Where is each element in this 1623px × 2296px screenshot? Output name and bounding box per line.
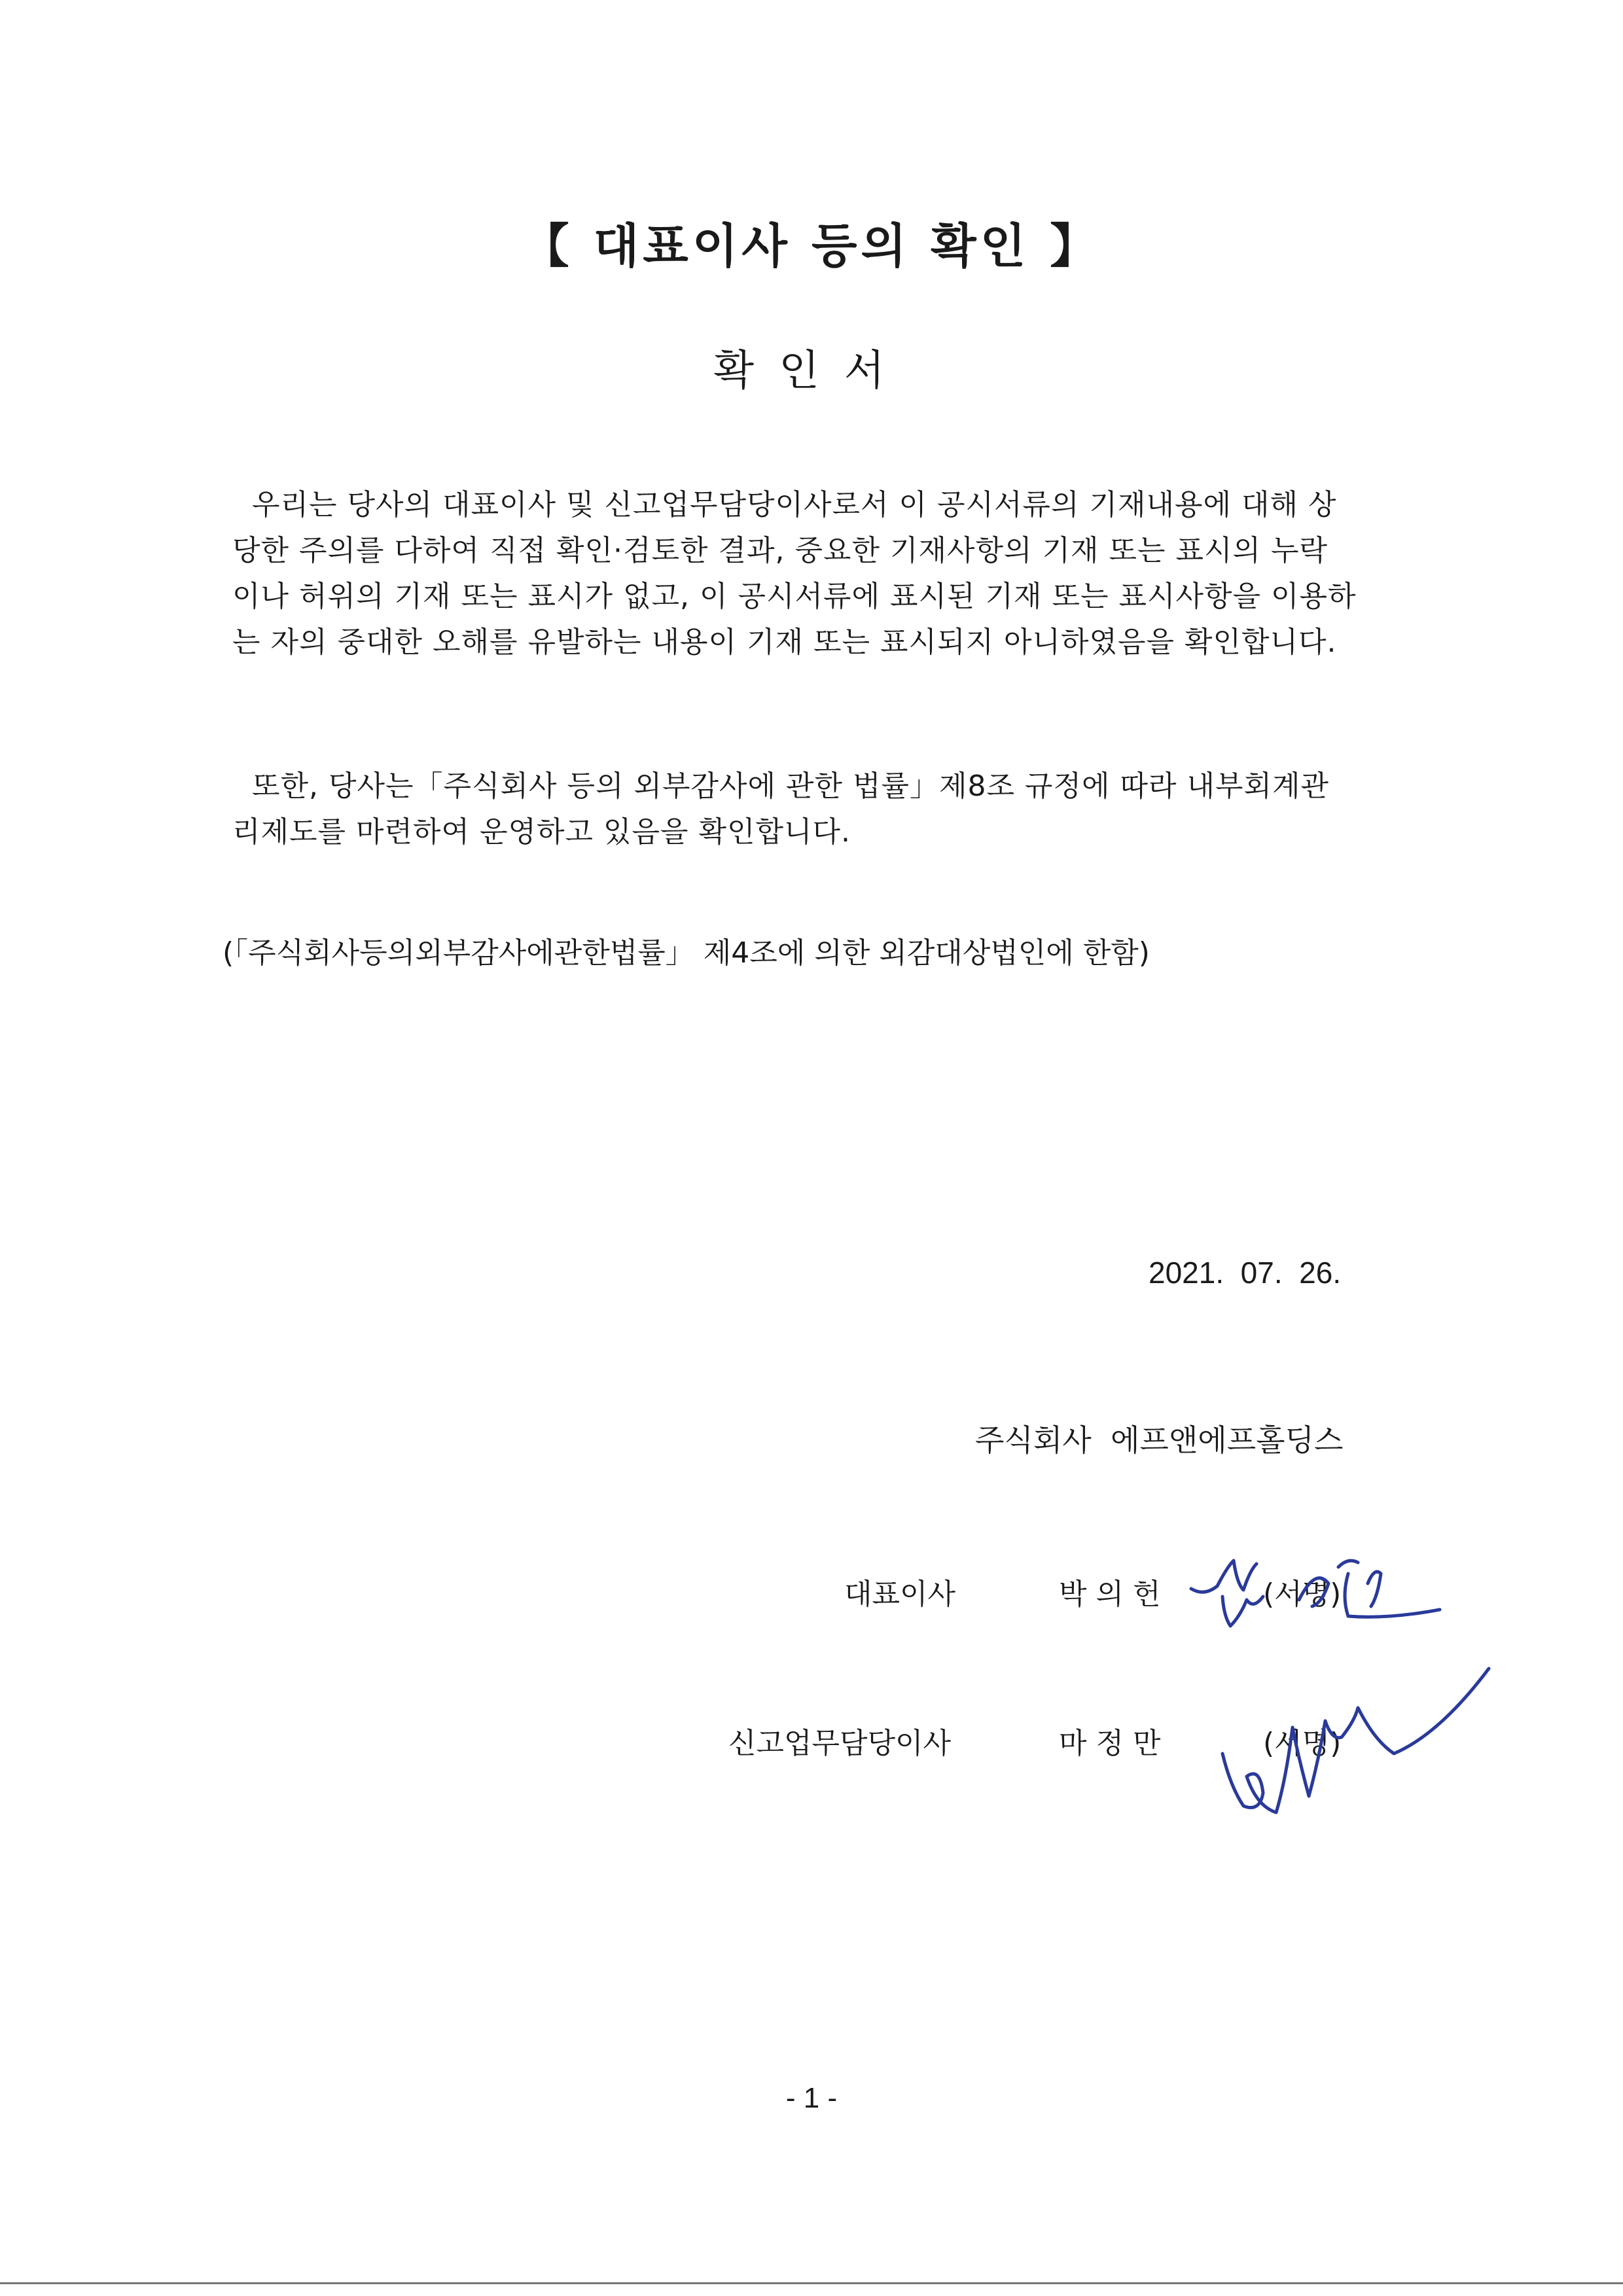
signatory-role-disclosure-officer: 신고업무담당이사: [728, 1727, 952, 1760]
paragraph2-line: 리제도를 마련하여 운영하고 있음을 확인합니다.: [232, 815, 851, 849]
paragraph1-line: 우리는 당사의 대표이사 및 신고업무담당이사로서 이 공시서류의 기재내용에 대해 상: [232, 488, 1337, 521]
signatory-role-ceo: 대표이사: [844, 1578, 956, 1611]
applicability-note: (「주식회사등의외부감사에관한법률」 제4조에 의한 외감대상법인에 한함): [223, 936, 1150, 970]
paragraph1-line: 는 자의 중대한 오해를 유발하는 내용이 기재 또는 표시되지 아니하였음을 확인합니다.: [232, 626, 1337, 659]
paragraph1-line: 이나 허위의 기재 또는 표시가 없고, 이 공시서류에 표시된 기재 또는 표시사항을 이용하: [232, 580, 1357, 613]
signature-placeholder-disclosure-officer: (서명): [1263, 1727, 1342, 1760]
document-subheading: 확인서: [713, 347, 910, 395]
page-number: - 1 -: [785, 2082, 838, 2114]
document-heading: 【 대표이사 등의 확인 】: [522, 219, 1101, 274]
disclosure-officer-signature-stroke: [1222, 1669, 1489, 1812]
document-date: 2021. 07. 26.: [1149, 1256, 1342, 1290]
paragraph2-line: 또한, 당사는「주식회사 등의 외부감사에 관한 법률」제8조 규정에 따라 내부회계관: [232, 769, 1329, 803]
ceo-signature-stroke: [1191, 1561, 1440, 1626]
signature-placeholder-ceo: (서명): [1263, 1578, 1342, 1611]
scan-edge-line: [0, 2282, 1623, 2284]
paragraph1-line: 당한 주의를 다하여 직접 확인·검토한 결과, 중요한 기재사항의 기재 또는 표시의 누락: [232, 534, 1328, 567]
signatory-name-ceo: 박의헌: [1059, 1578, 1170, 1611]
company-name: 주식회사 에프앤에프홀딩스: [975, 1422, 1344, 1458]
signatory-name-disclosure-officer: 마정만: [1059, 1727, 1170, 1760]
